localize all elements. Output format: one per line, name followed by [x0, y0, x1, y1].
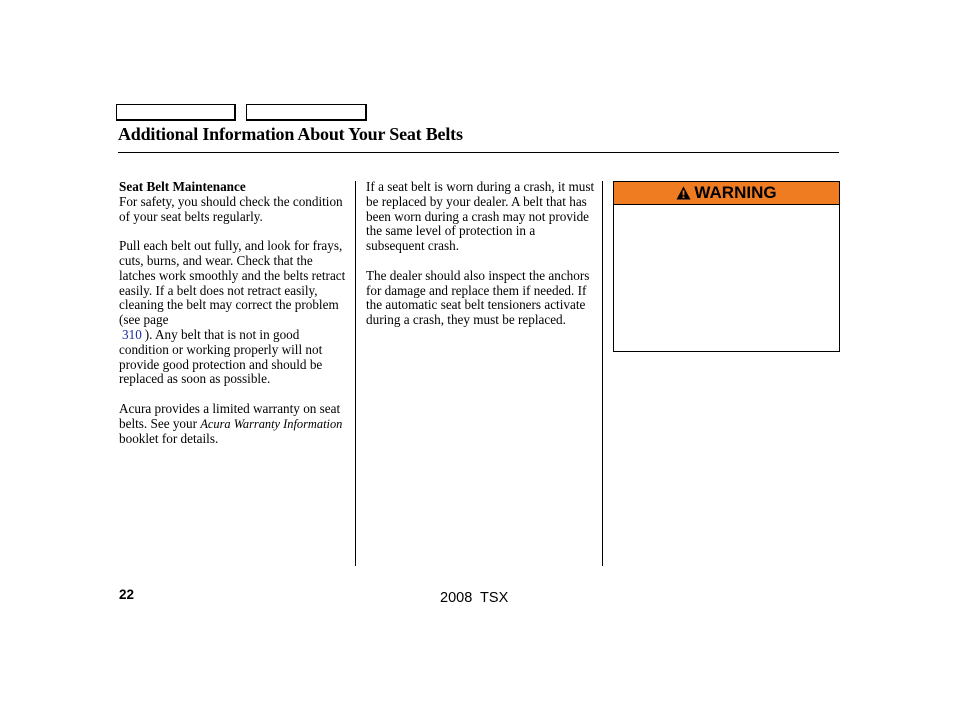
warning-box [613, 181, 840, 352]
index-button[interactable] [246, 104, 367, 121]
maintenance-paragraph-2 [119, 239, 349, 387]
page-310-link[interactable]: 310 [122, 326, 142, 342]
main-menu-button[interactable] [116, 104, 236, 121]
warning-header [614, 182, 839, 205]
footer-model: 2008 TSX [440, 590, 509, 606]
column-divider-1 [355, 181, 356, 566]
page-number: 22 [119, 587, 135, 602]
warning-triangle-icon [676, 186, 691, 200]
maintenance-text-2a: Pull each belt out fully, and look for frays, cuts, burns, and wear. Check that the latches work smoothly and the belts retract easily. If a belt does not retract easily, cleaning the belt may correct the problem (see page [119, 238, 346, 328]
column-divider-2 [602, 181, 603, 566]
maintenance-text-1: For safety, you should check the condition of your seat belts regularly. [119, 193, 343, 224]
page-title: Additional Information About Your Seat Belts [118, 124, 463, 144]
warning-label: WARNING [694, 183, 777, 202]
maintenance-text-2b: ). Any belt that is not in good condition or working properly will not provide good protection and should be replaced as soon as possible. [119, 326, 323, 387]
warranty-text-b: booklet for details. [119, 430, 219, 446]
title-divider [118, 152, 839, 153]
maintenance-paragraph-1 [119, 180, 349, 224]
warranty-text-a: Acura provides a limited warranty on seat belts. See your [119, 400, 341, 431]
middle-column [366, 180, 596, 343]
left-column [119, 180, 349, 461]
dealer-inspection-paragraph: The dealer should also inspect the anchors for damage and replace them if needed. If the automatic seat belt tensioners activate during a crash, they must be replaced. [366, 267, 590, 328]
warranty-paragraph [119, 402, 349, 446]
warranty-booklet-title: Acura Warranty Information [200, 416, 343, 431]
section-heading: Seat Belt Maintenance [119, 179, 246, 194]
replacement-paragraph: If a seat belt is worn during a crash, it must be replaced by your dealer. A belt that has been worn during a crash may not provide the same level of protection in a subsequent crash. [366, 179, 595, 254]
